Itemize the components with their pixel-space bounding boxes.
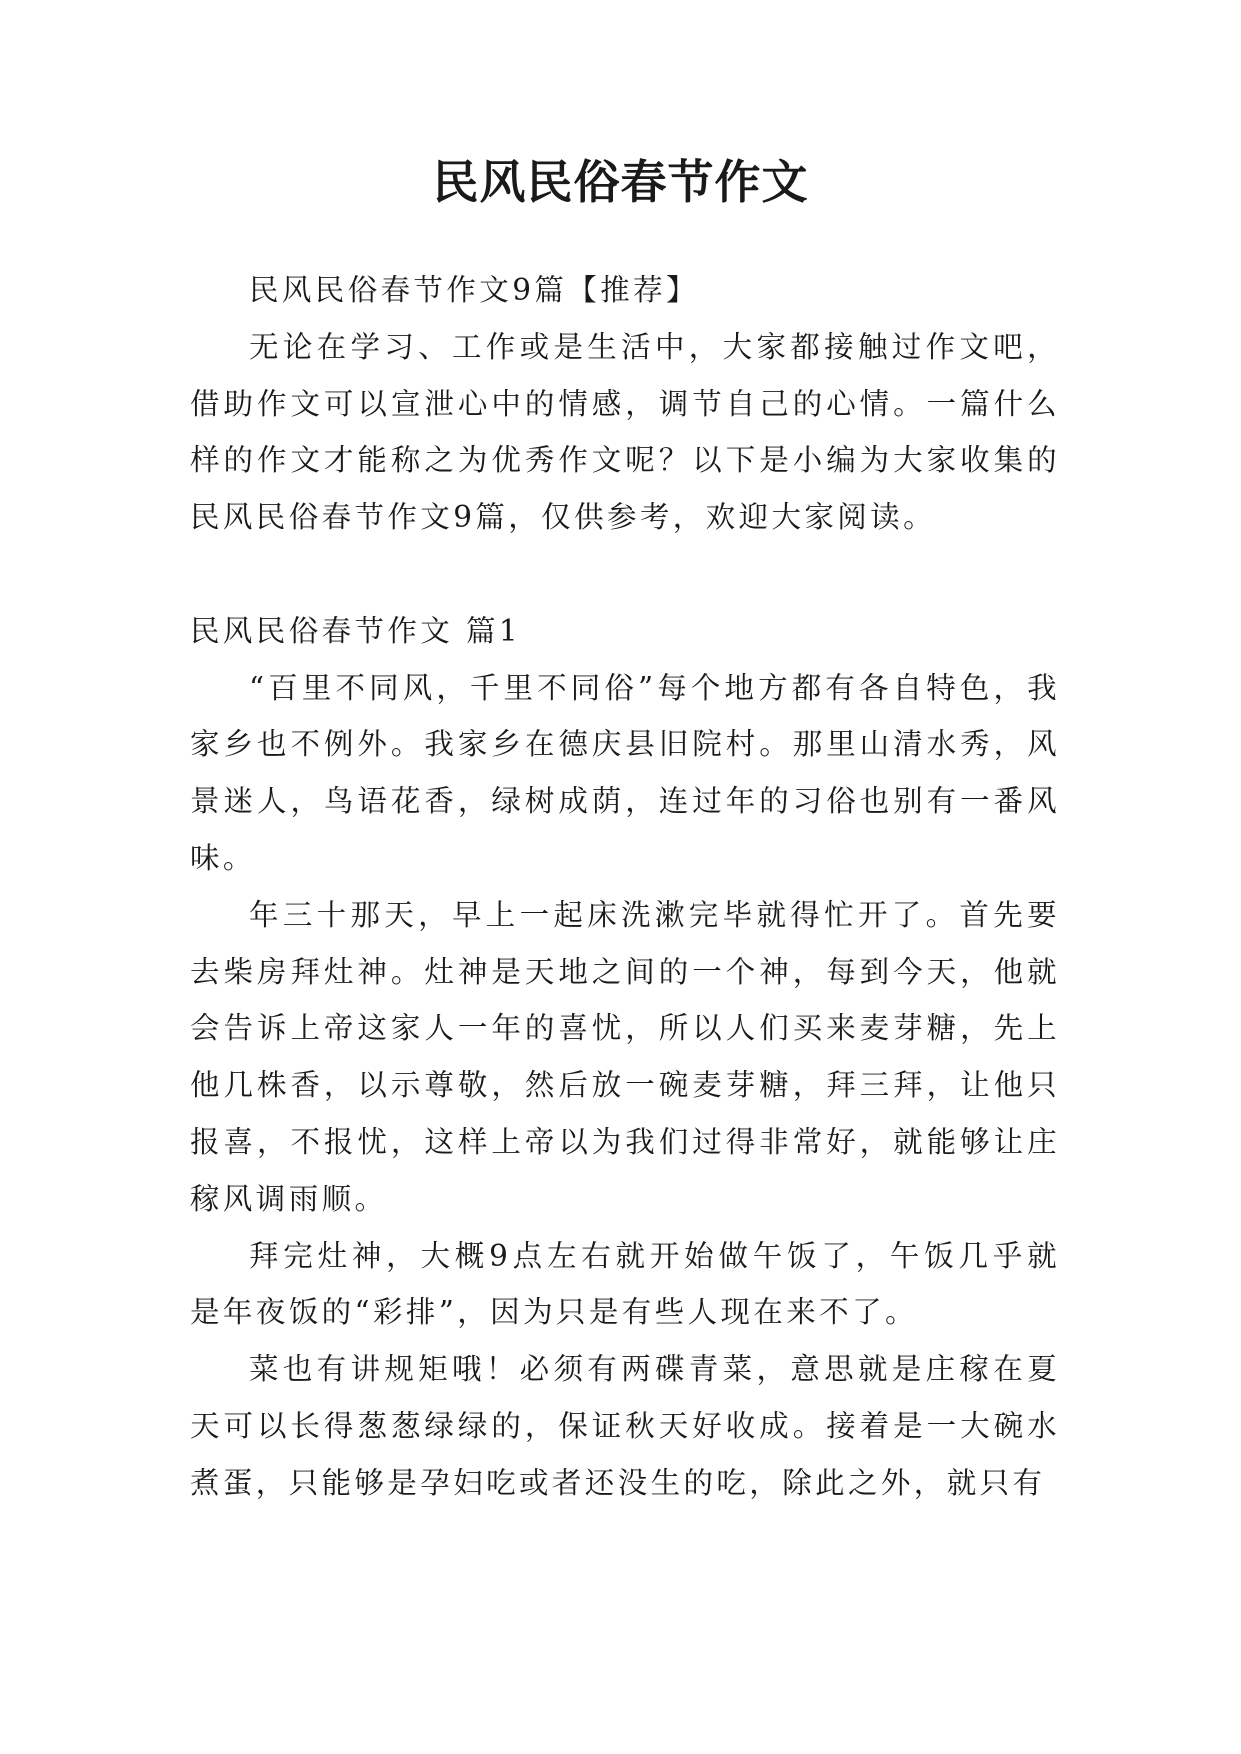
section-heading: 民风民俗春节作文 篇1 (190, 613, 522, 648)
document-subtitle: 民风民俗春节作文9篇【推荐】 (249, 273, 699, 307)
document-body (190, 262, 1060, 1512)
paragraph: “百里不同风，千里不同俗”每个地方都有各自特色，我家乡也不例外。我家乡在德庆县旧院村。那里山清水秀，风景迷人，鸟语花香，绿树成荫，连过年的习俗也别有一番风味。 (190, 670, 1060, 875)
paragraph: 拜完灶神，大概9点左右就开始做午饭了，午饭几乎就是年夜饭的“彩排”，因为只是有些人现在来不了。 (190, 1238, 1060, 1330)
document-title: 民风民俗春节作文 (432, 155, 809, 209)
intro-paragraph: 无论在学习、工作或是生活中，大家都接触过作文吧，借助作文可以宣泄心中的情感，调节自己的心情。一篇什么样的作文才能称之为优秀作文呢？以下是小编为大家收集的民风民俗春节作文9篇，仅供参考，欢迎大家阅读。 (190, 329, 1060, 535)
paragraph: 年三十那天，早上一起床洗漱完毕就得忙开了。首先要去柴房拜灶神。灶神是天地之间的一个神，每到今天，他就会告诉上帝这家人一年的喜忧，所以人们买来麦芽糖，先上他几株香，以示尊敬，然后放一碗麦芽糖，拜三拜，让他只报喜，不报忧，这样上帝以为我们过得非常好，就能够让庄稼风调雨顺。 (190, 897, 1060, 1216)
paragraph: 菜也有讲规矩哦！必须有两碟青菜，意思就是庄稼在夏天可以长得葱葱绿绿的，保证秋天好收成。接着是一大碗水煮蛋，只能够是孕妇吃或者还没生的吃，除此之外，就只有 (190, 1352, 1060, 1500)
